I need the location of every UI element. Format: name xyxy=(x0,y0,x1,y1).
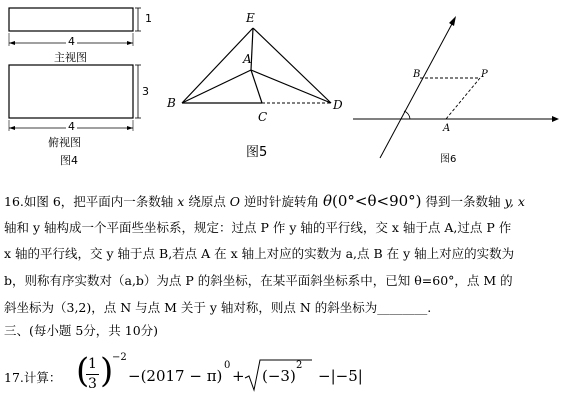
p16-angle-range: (0°<θ<90°) xyxy=(332,192,422,210)
problem-17 xyxy=(4,352,404,402)
p16-text-e: 逆时针旋转角 xyxy=(240,194,323,209)
figure-5-caption: 图5 xyxy=(246,145,268,160)
problem-16-line-5: 斜坐标为（3,2)，点 N 与点 M 关于 y 轴对称，则点 N 的斜坐标为________. xyxy=(4,300,432,315)
p17-sqrt-inner: (−3) xyxy=(262,367,296,385)
problem-16-line-3: x 轴的平行线，交 y 轴于点 B,若点 A 在 x 轴上对应的实数为 a,点 B 在 y 轴上对应的实数为 xyxy=(4,246,515,261)
point-A-label: A xyxy=(243,52,252,66)
p16-var-x: x xyxy=(177,194,185,209)
p17-exp1: −2 xyxy=(112,352,127,363)
main-view-label: 主视图 xyxy=(54,51,87,64)
main-view-width-label: 4 xyxy=(68,35,75,48)
p16-var-yx: y, x xyxy=(504,194,525,209)
p16-var-theta: θ xyxy=(323,192,333,210)
p16-text-h: 得到一条数轴 xyxy=(421,194,505,209)
fig6-point-A-label: A xyxy=(443,123,451,134)
top-view-width-label: 4 xyxy=(68,120,75,133)
p17-right-paren: ) xyxy=(100,351,114,391)
p17-frac-den: 3 xyxy=(88,376,97,392)
p17-exp3: 2 xyxy=(296,360,303,371)
top-view-height-label: 3 xyxy=(142,85,149,98)
p17-frac-bar xyxy=(86,374,99,375)
figure-6-caption: 图6 xyxy=(440,154,457,165)
problem-16-line-1 xyxy=(4,193,525,210)
p16-text-a: 16.如图 6，把平面内一条数轴 xyxy=(4,194,178,209)
point-B-label: B xyxy=(167,96,176,110)
section-3-title: 三、(每小题 5分，共 10分) xyxy=(4,323,159,338)
p17-plus: + xyxy=(232,367,245,385)
p17-left-paren: ( xyxy=(76,351,90,391)
point-D-label: D xyxy=(333,98,343,112)
p17-prefix: 17.计算： xyxy=(4,370,62,385)
p17-term2: −(2017 − π) xyxy=(128,367,223,385)
main-view-rect xyxy=(9,8,133,31)
top-view-rect xyxy=(9,65,133,118)
p17-exp2: 0 xyxy=(224,360,231,371)
point-E-label: E xyxy=(246,11,255,25)
main-view-height-label: 1 xyxy=(145,12,152,25)
figure-6 xyxy=(350,0,566,170)
p16-text-c: 绕原点 xyxy=(184,194,230,209)
figure-4-caption: 图4 xyxy=(60,154,78,167)
point-C-label: C xyxy=(258,110,268,124)
problem-16-line-2: 轴和 y 轴构成一个平面些坐标系，规定：过点 P 作 y 轴的平行线，交 x 轴于点 A,过点 P 作 xyxy=(4,220,512,235)
problem-16-line-4: b，则称有序实数对（a,b）为点 P 的斜坐标，在某平面斜坐标系中，已知 θ=60°，点 M 的 xyxy=(4,273,513,288)
p17-frac-num: 1 xyxy=(88,356,97,372)
top-view-label: 俯视图 xyxy=(48,136,81,149)
p16-var-O: O xyxy=(229,194,241,209)
fig6-point-B-label: B xyxy=(413,69,421,80)
fig6-point-P-label: P xyxy=(481,69,488,80)
p17-tail: −|−5| xyxy=(318,367,363,385)
